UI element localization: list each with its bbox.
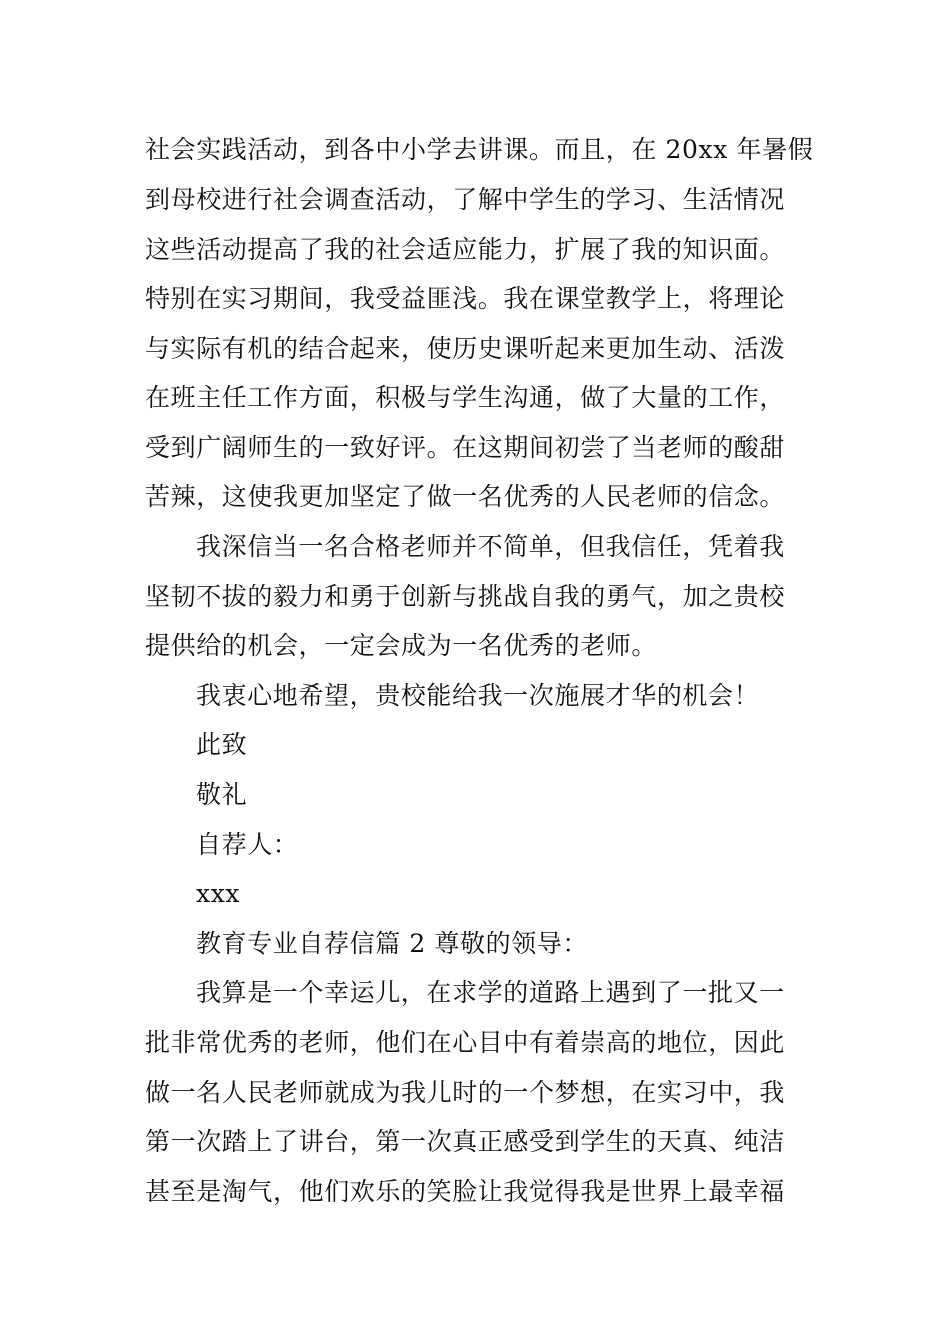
text-line: 社会实践活动，到各中小学去讲课。而且，在 20xx 年暑假	[145, 135, 814, 164]
text-line: 在班主任工作方面，积极与学生沟通，做了大量的工作，	[145, 383, 786, 412]
closing-salutation: 敬礼	[196, 780, 248, 809]
text-line: 做一名人民老师就成为我儿时的一个梦想，在实习中，我	[145, 1078, 786, 1107]
text-line: 与实际有机的结合起来，使历史课听起来更加生动、活泼	[145, 334, 786, 363]
paragraph-start-line: 我衷心地希望，贵校能给我一次施展才华的机会！	[196, 681, 760, 710]
text-line: 特别在实习期间，我受益匪浅。我在课堂教学上，将理论	[145, 284, 786, 313]
text-line: 这些活动提高了我的社会适应能力，扩展了我的知识面。	[145, 235, 786, 264]
paragraph-start-line: 我算是一个幸运儿，在求学的道路上遇到了一批又一	[196, 978, 785, 1007]
text-line: 第一次踏上了讲台，第一次真正感受到学生的天真、纯洁	[145, 1127, 786, 1156]
text-line: 甚至是淘气，他们欢乐的笑脸让我觉得我是世界上最幸福	[145, 1177, 786, 1206]
text-line: 受到广阔师生的一致好评。在这期间初尝了当老师的酸甜	[145, 433, 786, 462]
closing-line: 此致	[196, 730, 248, 759]
signature-name: xxx	[196, 879, 241, 908]
signature-label: 自荐人：	[196, 830, 299, 859]
text-line: 坚韧不拔的毅力和勇于创新与挑战自我的勇气，加之贵校	[145, 582, 786, 611]
text-line: 批非常优秀的老师，他们在心目中有着崇高的地位，因此	[145, 1028, 786, 1057]
section-heading: 教育专业自荐信篇 2 尊敬的领导：	[196, 929, 589, 958]
text-line: 到母校进行社会调查活动，了解中学生的学习、生活情况	[145, 185, 786, 214]
text-line: 提供给的机会，一定会成为一名优秀的老师。	[145, 631, 658, 660]
text-line: 苦辣，这使我更加坚定了做一名优秀的人民老师的信念。	[145, 482, 786, 511]
paragraph-start-line: 我深信当一名合格老师并不简单，但我信任，凭着我	[196, 532, 785, 561]
